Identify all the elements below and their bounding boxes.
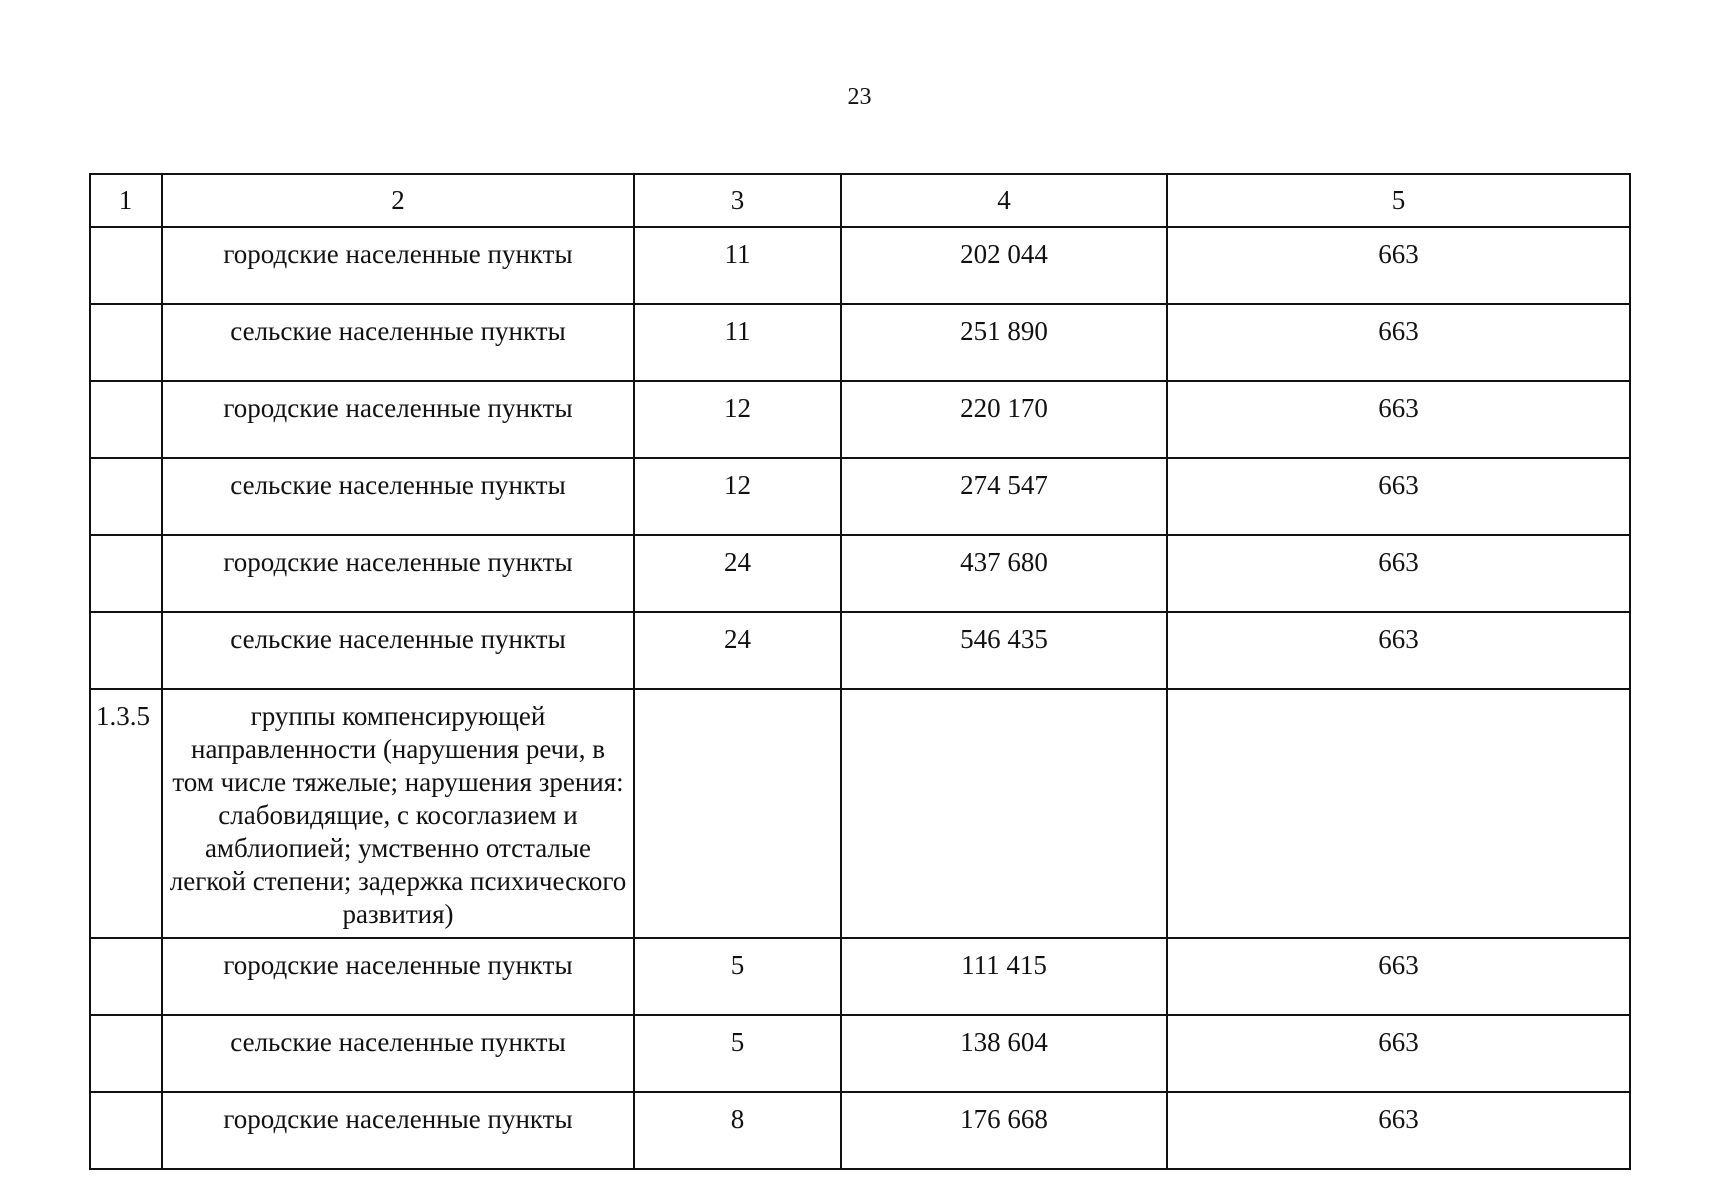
row-col4-cell: 111 415 xyxy=(841,938,1167,1015)
row-description-cell: городские населенные пункты xyxy=(162,535,634,612)
header-cell-2: 2 xyxy=(162,174,634,227)
header-cell-5: 5 xyxy=(1167,174,1630,227)
table-row xyxy=(90,227,1630,304)
row-number-cell xyxy=(90,381,162,458)
row-col3-cell: 5 xyxy=(634,1015,841,1092)
row-col5-cell: 663 xyxy=(1167,535,1630,612)
row-col4-cell: 546 435 xyxy=(841,612,1167,689)
row-col3-cell xyxy=(634,689,841,938)
table-row xyxy=(90,1015,1630,1092)
row-number-cell: 1.3.5 xyxy=(90,689,162,938)
row-col3-cell: 12 xyxy=(634,381,841,458)
row-col4-cell: 437 680 xyxy=(841,535,1167,612)
row-col5-cell: 663 xyxy=(1167,938,1630,1015)
row-col5-cell: 663 xyxy=(1167,381,1630,458)
row-description-cell: городские населенные пункты xyxy=(162,1092,634,1169)
row-col4-cell: 251 890 xyxy=(841,304,1167,381)
row-description-cell: группы компенсирующей направленности (нарушения речи, в том числе тяжелые; нарушения зрения: слабовидящие, с косоглазием и амблиопией; умственно отсталые легкой степени; задержка психического развития) xyxy=(162,689,634,938)
row-description-cell: сельские населенные пункты xyxy=(162,458,634,535)
row-col4-cell: 176 668 xyxy=(841,1092,1167,1169)
row-description-cell: сельские населенные пункты xyxy=(162,304,634,381)
table-header-row xyxy=(90,174,1630,227)
row-description-cell: городские населенные пункты xyxy=(162,381,634,458)
row-col3-cell: 12 xyxy=(634,458,841,535)
header-cell-4: 4 xyxy=(841,174,1167,227)
row-col5-cell: 663 xyxy=(1167,612,1630,689)
row-col5-cell: 663 xyxy=(1167,1092,1630,1169)
row-col4-cell: 138 604 xyxy=(841,1015,1167,1092)
data-table xyxy=(89,173,1631,1170)
table-row xyxy=(90,1092,1630,1169)
row-col3-cell: 24 xyxy=(634,612,841,689)
row-col5-cell: 663 xyxy=(1167,1015,1630,1092)
row-col4-cell: 202 044 xyxy=(841,227,1167,304)
row-description-cell: городские населенные пункты xyxy=(162,227,634,304)
row-col5-cell: 663 xyxy=(1167,458,1630,535)
header-cell-1: 1 xyxy=(90,174,162,227)
row-description-cell: городские населенные пункты xyxy=(162,938,634,1015)
table-row xyxy=(90,612,1630,689)
table-row xyxy=(90,938,1630,1015)
row-col4-cell xyxy=(841,689,1167,938)
row-col4-cell: 220 170 xyxy=(841,381,1167,458)
row-number-cell xyxy=(90,304,162,381)
table-section-row xyxy=(90,689,1630,938)
row-col3-cell: 24 xyxy=(634,535,841,612)
row-number-cell xyxy=(90,227,162,304)
row-number-cell xyxy=(90,1015,162,1092)
row-col5-cell: 663 xyxy=(1167,227,1630,304)
row-col5-cell xyxy=(1167,689,1630,938)
table-row xyxy=(90,458,1630,535)
row-col3-cell: 5 xyxy=(634,938,841,1015)
row-number-cell xyxy=(90,938,162,1015)
row-number-cell xyxy=(90,612,162,689)
row-number-cell xyxy=(90,1092,162,1169)
table-row xyxy=(90,381,1630,458)
page-number: 23 xyxy=(847,84,872,110)
row-col3-cell: 11 xyxy=(634,227,841,304)
row-number-cell xyxy=(90,535,162,612)
header-cell-3: 3 xyxy=(634,174,841,227)
row-col5-cell: 663 xyxy=(1167,304,1630,381)
row-description-cell: сельские населенные пункты xyxy=(162,612,634,689)
row-description-cell: сельские населенные пункты xyxy=(162,1015,634,1092)
table-row xyxy=(90,304,1630,381)
row-number-cell xyxy=(90,458,162,535)
table-row xyxy=(90,535,1630,612)
row-col3-cell: 8 xyxy=(634,1092,841,1169)
row-col3-cell: 11 xyxy=(634,304,841,381)
row-col4-cell: 274 547 xyxy=(841,458,1167,535)
